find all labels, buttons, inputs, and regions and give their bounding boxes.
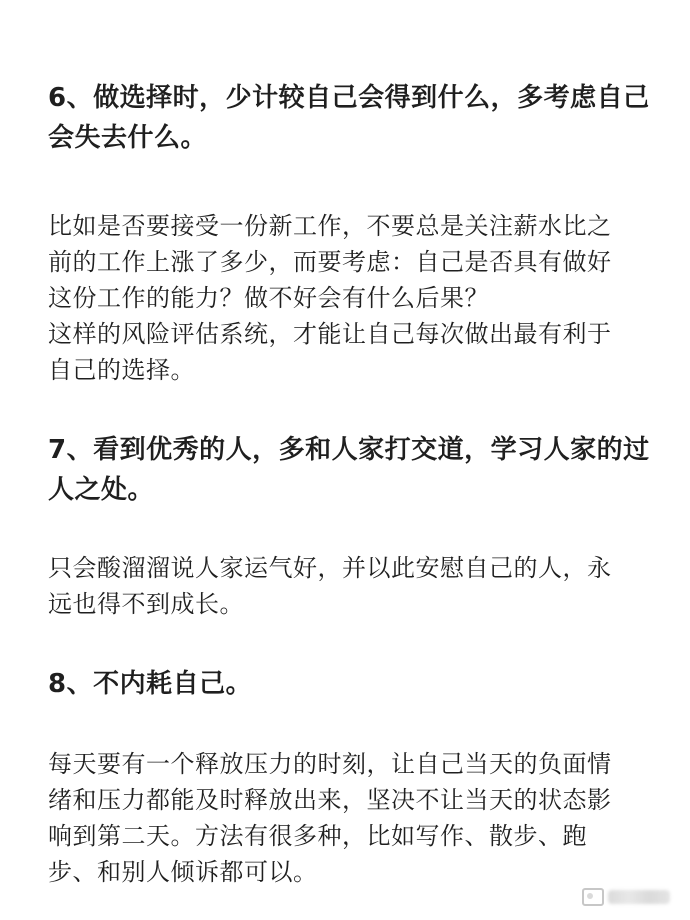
watermark xyxy=(582,888,670,906)
section-8-body: 每天要有一个释放压力的时刻，让自己当天的负面情 绪和压力都能及时释放出来，坚决不让当天的状态影 响到第二天。方法有很多种，比如写作、散步、跑 步、和别人倾诉都可以。 xyxy=(48,750,612,886)
section-7-body: 只会酸溜溜说人家运气好，并以此安慰自己的人，永 远也得不到成长。 xyxy=(48,554,612,618)
section-8-heading: 8、不内耗自己。 xyxy=(48,669,253,699)
article-content xyxy=(48,78,658,890)
section-6-body: 比如是否要接受一份新工作，不要总是关注薪水比之 前的工作上涨了多少，而要考虑：自己是否具有做好 这份工作的能力？做不好会有什么后果？ 这样的风险评估系统，才能让自己每次做出最有利于 自己的选择。 xyxy=(48,212,612,384)
blurred-watermark-text xyxy=(608,890,670,904)
section-7-heading: 7、看到优秀的人，多和人家打交道，学习人家的过 人之处。 xyxy=(48,435,650,505)
section-6-heading: 6、做选择时，少计较自己会得到什么，多考虑自己 会失去什么。 xyxy=(48,83,650,153)
image-watermark-icon xyxy=(582,888,604,906)
